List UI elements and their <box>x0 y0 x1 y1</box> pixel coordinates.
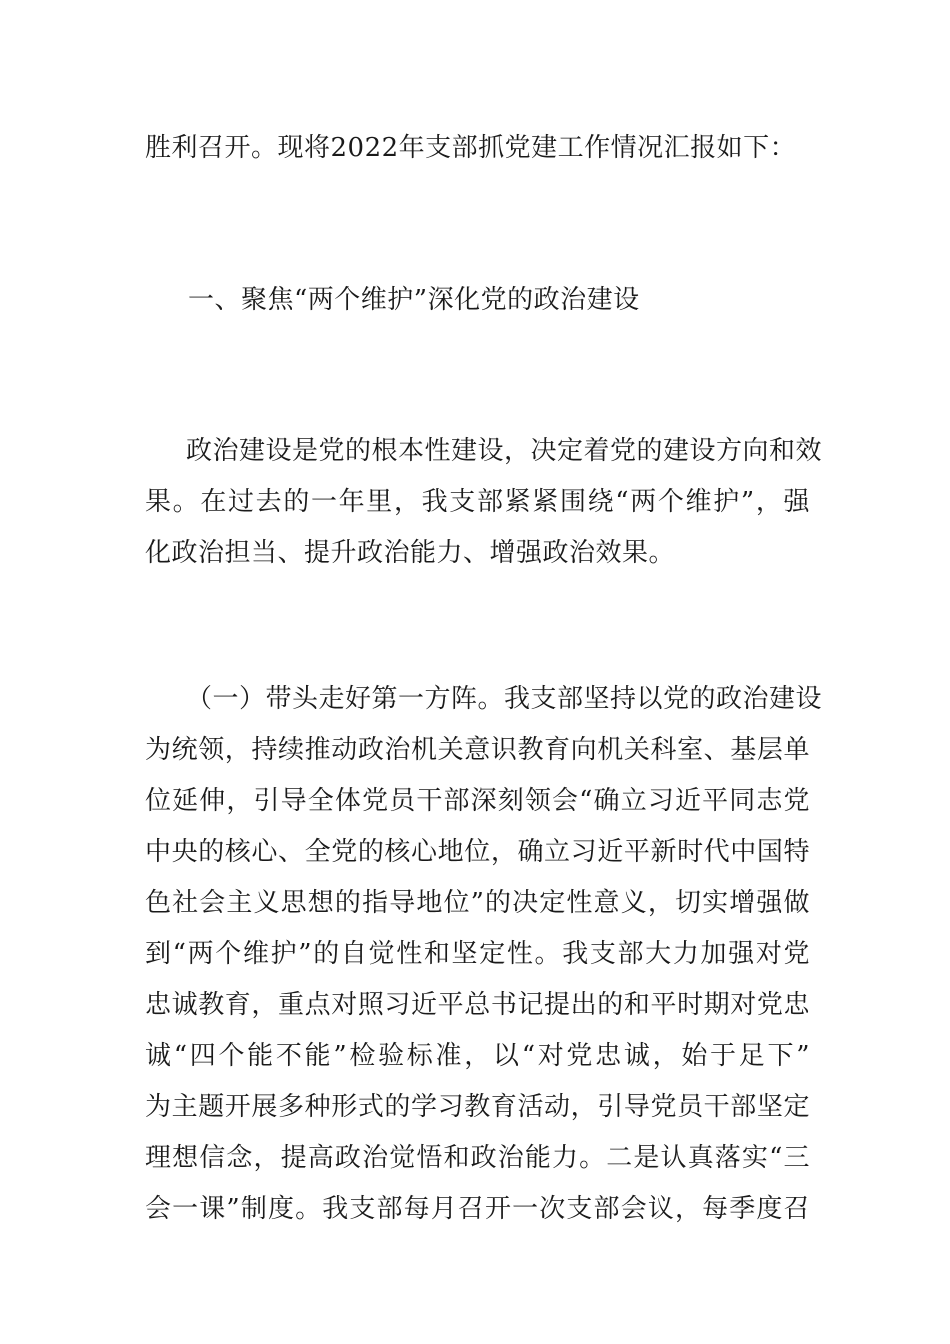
intro-tail-line: 胜利召开。现将2022年支部抓党建工作情况汇报如下： <box>145 133 797 163</box>
paragraph-line: 色社会主义思想的指导地位”的决定性意义，切实增强做 <box>145 888 810 918</box>
paragraph-line: 为主题开展多种形式的学习教育活动，引导党员干部坚定 <box>145 1092 810 1122</box>
paragraph-line: 到“两个维护”的自觉性和坚定性。我支部大力加强对党 <box>145 939 810 969</box>
paragraph-line: 果。在过去的一年里，我支部紧紧围绕“两个维护”，强 <box>145 487 810 517</box>
paragraph-line: 理想信念，提高政治觉悟和政治能力。二是认真落实“三 <box>145 1143 810 1173</box>
paragraph-line: 政治建设是党的根本性建设，决定着党的建设方向和效 <box>186 436 823 466</box>
paragraph-line: 会一课”制度。我支部每月召开一次支部会议，每季度召 <box>145 1194 810 1224</box>
paragraph-line: 诚“四个能不能”检验标准，以“对党忠诚，始于足下” <box>145 1041 810 1071</box>
paragraph-line: 忠诚教育，重点对照习近平总书记提出的和平时期对党忠 <box>145 990 810 1020</box>
paragraph-line: 中央的核心、全党的核心地位，确立习近平新时代中国特 <box>145 837 810 867</box>
paragraph-line: 化政治担当、提升政治能力、增强政治效果。 <box>145 538 676 568</box>
paragraph-line: 位延伸，引导全体党员干部深刻领会“确立习近平同志党 <box>145 786 810 816</box>
paragraph-line: 为统领，持续推动政治机关意识教育向机关科室、基层单 <box>145 735 810 765</box>
section-heading: 一、聚焦“两个维护”深化党的政治建设 <box>188 285 640 315</box>
paragraph-line: （一）带头走好第一方阵。我支部坚持以党的政治建设 <box>186 684 823 714</box>
